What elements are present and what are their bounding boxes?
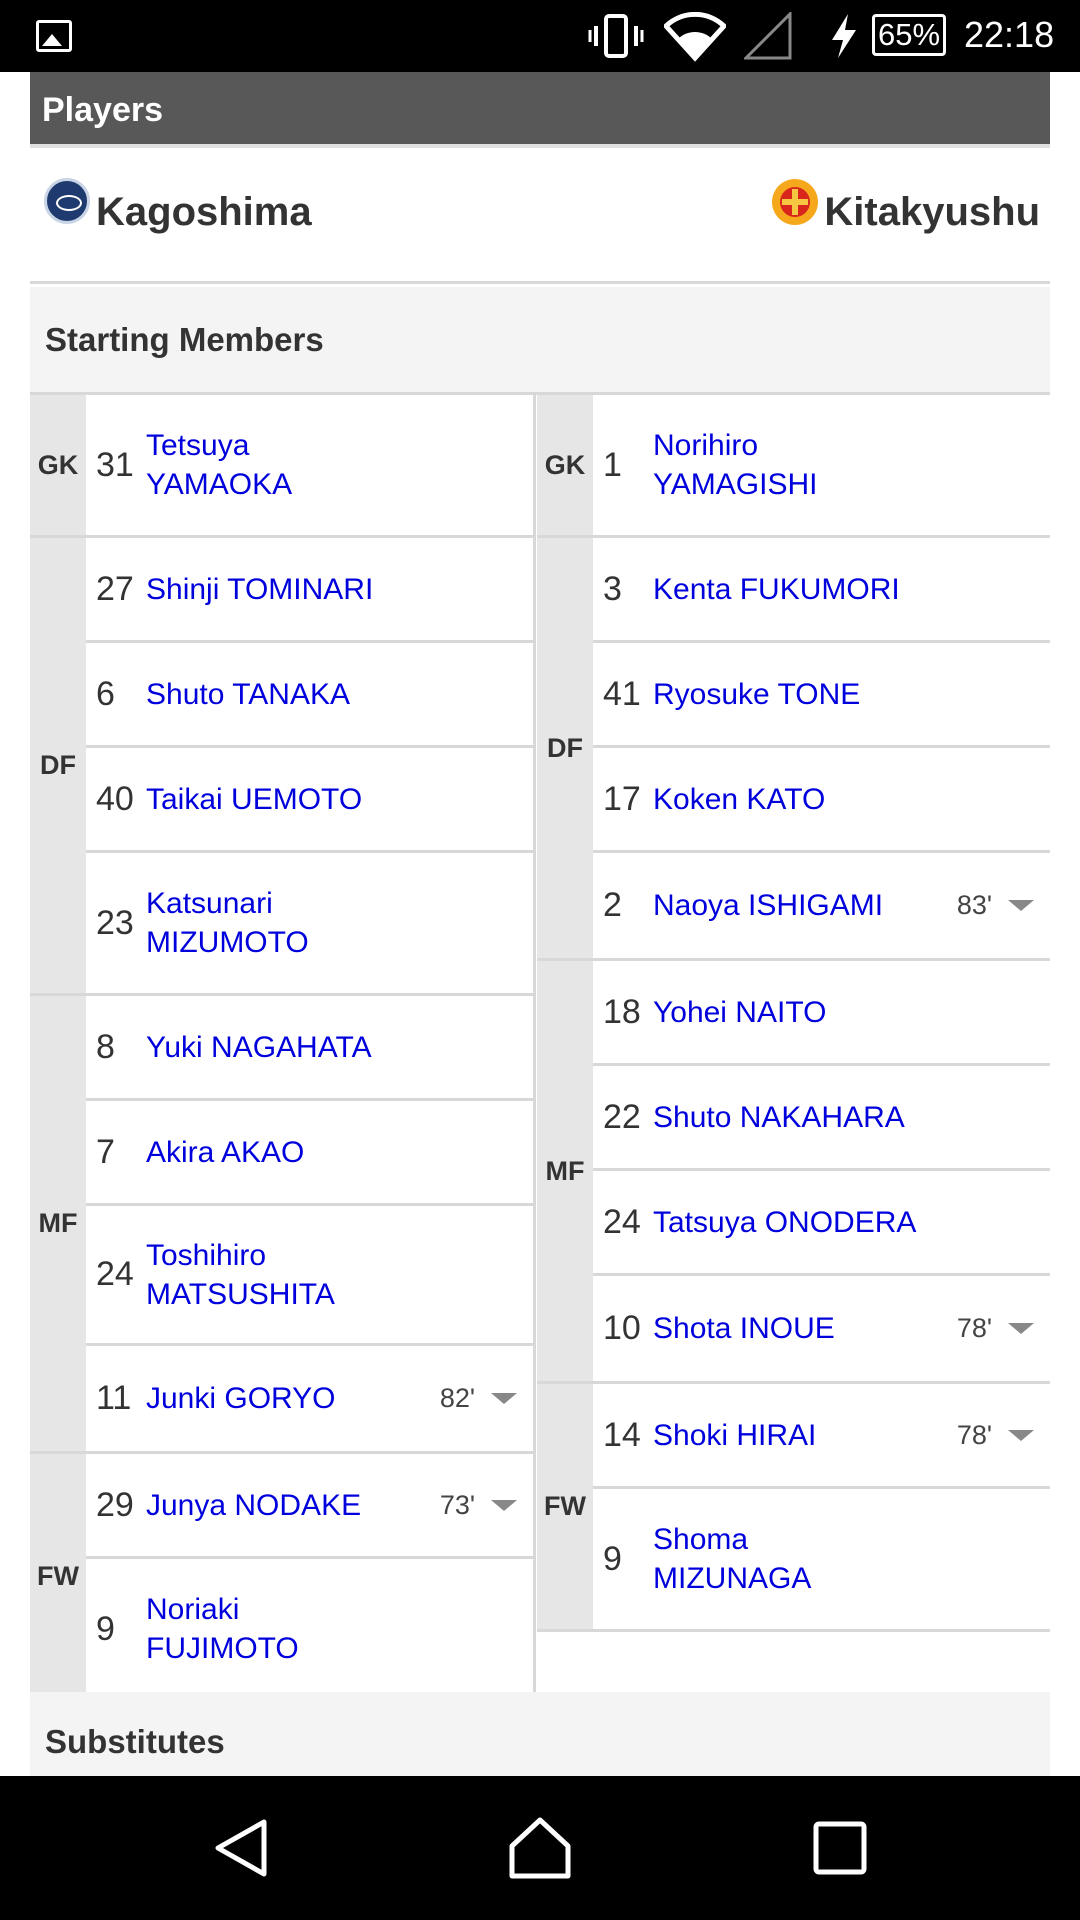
player-name-link[interactable]: Ryosuke TONE xyxy=(653,677,861,711)
player-name-link[interactable]: Shota INOUE xyxy=(653,1312,835,1345)
back-icon xyxy=(212,1818,272,1878)
player-name-link[interactable]: Shuto NAKAHARA xyxy=(653,1100,905,1134)
player-number: 23 xyxy=(96,903,134,942)
player-row[interactable] xyxy=(593,1276,1050,1381)
home-button[interactable] xyxy=(470,1776,610,1920)
substitution-time: 78' xyxy=(956,1419,992,1450)
away-team xyxy=(770,190,1040,235)
substitution-time: 73' xyxy=(439,1489,475,1520)
navigation-bar xyxy=(0,1776,1080,1920)
player-number: 24 xyxy=(96,1255,134,1293)
player-row[interactable] xyxy=(86,643,533,748)
position-group-fw xyxy=(30,1454,533,1702)
player-row[interactable] xyxy=(593,643,1050,748)
teams-row xyxy=(30,152,1050,284)
substitution-time: 83' xyxy=(956,890,992,920)
player-number: 17 xyxy=(603,779,641,818)
player-row[interactable] xyxy=(86,395,533,535)
player-number: 22 xyxy=(603,1097,641,1136)
player-number: 29 xyxy=(96,1485,134,1524)
player-name-link[interactable]: Junya NODAKE xyxy=(146,1488,362,1522)
player-row[interactable] xyxy=(593,1384,1050,1489)
player-row[interactable] xyxy=(86,538,533,643)
kitakyushu-logo-icon xyxy=(770,177,820,227)
position-group-df xyxy=(537,538,1050,961)
position-group-gk xyxy=(537,395,1050,538)
player-name-link[interactable]: Junki GORYO xyxy=(146,1382,336,1415)
player-row[interactable] xyxy=(86,748,533,853)
substitution-down-icon[interactable] xyxy=(1008,1323,1034,1334)
player-name-link[interactable]: Shuto TANAKA xyxy=(146,677,350,711)
player-name-link[interactable]: Tatsuya ONODERA xyxy=(653,1205,917,1239)
position-label: GK xyxy=(30,395,86,535)
player-row[interactable] xyxy=(593,748,1050,853)
substitution-time: 78' xyxy=(956,1313,992,1343)
recents-icon xyxy=(812,1820,868,1876)
wifi-icon xyxy=(664,12,726,62)
player-name-link[interactable]: Yuki NAGAHATA xyxy=(146,1030,372,1064)
player-name-link[interactable]: Yohei NAITO xyxy=(653,995,827,1029)
player-row[interactable] xyxy=(593,1489,1050,1629)
player-row[interactable] xyxy=(86,853,533,993)
image-icon xyxy=(36,20,72,52)
player-row[interactable] xyxy=(86,1559,533,1699)
position-label: DF xyxy=(537,538,593,958)
substitution-down-icon[interactable] xyxy=(1008,1430,1034,1441)
player-number: 18 xyxy=(603,992,641,1031)
home-icon xyxy=(508,1816,572,1880)
player-row[interactable] xyxy=(593,538,1050,643)
player-name-link[interactable]: Shinji TOMINARI xyxy=(146,572,374,606)
player-row[interactable] xyxy=(593,853,1050,958)
substitution-down-icon[interactable] xyxy=(491,1393,517,1404)
player-row[interactable] xyxy=(593,395,1050,535)
kagoshima-logo-icon xyxy=(44,178,90,224)
position-label: FW xyxy=(537,1384,593,1629)
position-label: DF xyxy=(30,538,86,993)
player-name-link[interactable]: Koken KATO xyxy=(653,782,826,816)
player-number: 9 xyxy=(96,1609,115,1648)
signal-icon xyxy=(744,12,794,60)
player-row[interactable] xyxy=(86,1206,533,1346)
player-number: 2 xyxy=(603,886,622,924)
player-number: 27 xyxy=(96,569,134,608)
away-lineup xyxy=(537,395,1050,1632)
player-number: 1 xyxy=(603,445,622,484)
battery-icon: 65% xyxy=(872,14,946,56)
position-group-fw xyxy=(537,1384,1050,1632)
player-name-link[interactable]: Toshihiro MATSUSHITA xyxy=(146,1238,335,1311)
player-name-link[interactable]: Tetsuya YAMAOKA xyxy=(146,429,293,501)
position-group-mf xyxy=(537,961,1050,1384)
player-name-link[interactable]: Taikai UEMOTO xyxy=(146,782,363,816)
player-number: 41 xyxy=(603,674,641,713)
back-button[interactable] xyxy=(172,1776,312,1920)
charging-icon xyxy=(830,14,858,58)
player-name-link[interactable]: Norihiro YAMAGISHI xyxy=(653,429,818,501)
position-group-df xyxy=(30,538,533,996)
player-number: 3 xyxy=(603,569,622,608)
home-lineup xyxy=(30,395,536,1702)
player-number: 6 xyxy=(96,674,115,713)
players-header: Players xyxy=(30,72,1050,148)
position-group-mf xyxy=(30,996,533,1454)
player-name-link[interactable]: Shoki HIRAI xyxy=(653,1418,817,1452)
player-row[interactable] xyxy=(593,1171,1050,1276)
player-number: 24 xyxy=(603,1202,641,1241)
player-row[interactable] xyxy=(593,961,1050,1066)
player-number: 9 xyxy=(603,1539,622,1578)
status-bar xyxy=(0,0,1080,72)
substitutes-header: Substitutes xyxy=(30,1692,1050,1776)
player-name-link[interactable]: Kenta FUKUMORI xyxy=(653,572,900,606)
player-number: 14 xyxy=(603,1415,641,1454)
player-name-link[interactable]: Noriaki FUJIMOTO xyxy=(146,1593,299,1665)
player-row[interactable] xyxy=(86,996,533,1101)
player-row[interactable] xyxy=(86,1101,533,1206)
player-row[interactable] xyxy=(86,1454,533,1559)
vibrate-icon xyxy=(588,12,644,60)
player-name-link[interactable]: Akira AKAO xyxy=(146,1135,305,1169)
position-label: MF xyxy=(537,961,593,1381)
position-label: FW xyxy=(30,1454,86,1699)
substitution-down-icon[interactable] xyxy=(1008,900,1034,911)
substitution-time: 82' xyxy=(439,1383,475,1413)
player-name-link[interactable]: Naoya ISHIGAMI xyxy=(653,889,884,922)
player-number: 40 xyxy=(96,779,134,818)
recents-button[interactable] xyxy=(770,1776,910,1920)
substitution-down-icon[interactable] xyxy=(491,1500,517,1511)
position-label: GK xyxy=(537,395,593,535)
clock: 22:18 xyxy=(964,14,1055,55)
player-number: 8 xyxy=(96,1027,115,1066)
player-name-link[interactable]: Shoma MIZUNAGA xyxy=(653,1523,812,1595)
starting-members-header: Starting Members xyxy=(30,287,1050,395)
content xyxy=(0,72,1080,1776)
player-row[interactable] xyxy=(593,1066,1050,1171)
away-team-name: Kitakyushu xyxy=(824,190,1040,234)
player-number: 31 xyxy=(96,445,134,484)
position-label: MF xyxy=(30,996,86,1451)
player-number: 7 xyxy=(96,1132,115,1171)
player-row[interactable] xyxy=(86,1346,533,1451)
player-number: 11 xyxy=(96,1379,132,1417)
player-name-link[interactable]: Katsunari MIZUMOTO xyxy=(146,887,309,959)
position-group-gk xyxy=(30,395,533,538)
home-team-name: Kagoshima xyxy=(96,190,312,234)
player-number: 10 xyxy=(603,1309,641,1347)
home-team xyxy=(44,190,312,235)
